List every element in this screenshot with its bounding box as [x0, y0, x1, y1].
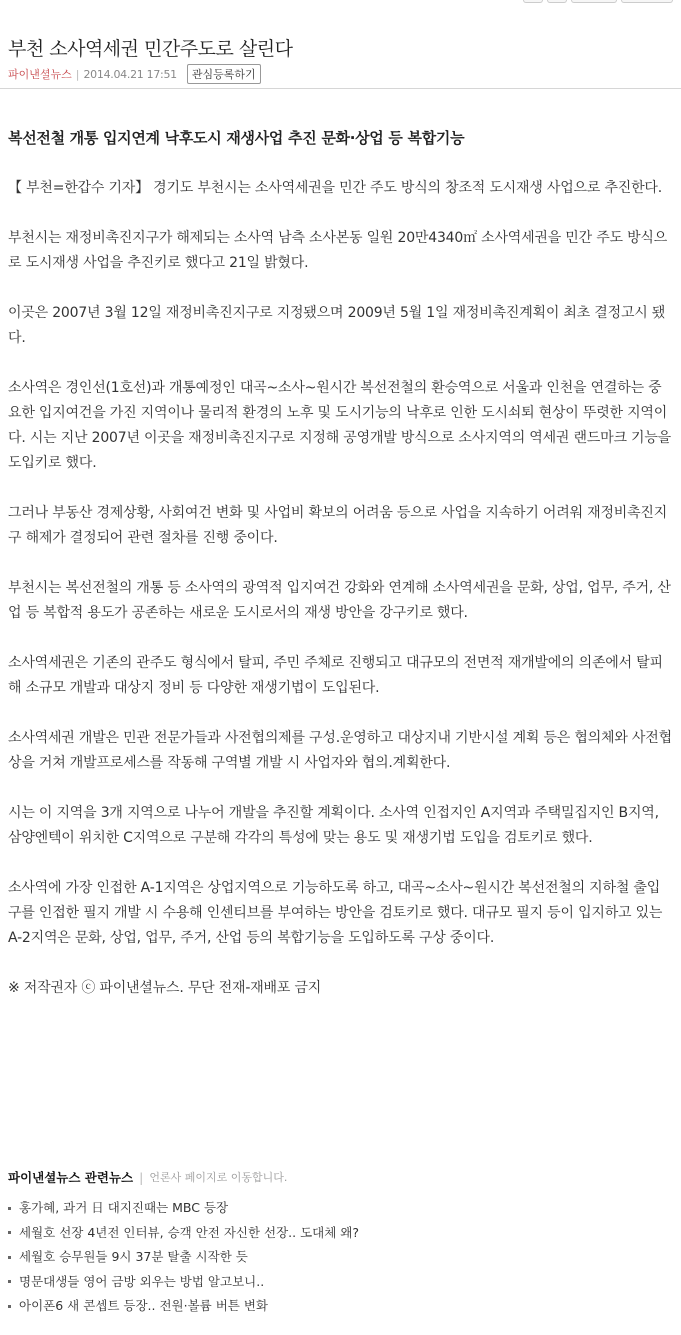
- related-news-item[interactable]: [8, 1221, 359, 1246]
- related-news-link[interactable]: 아이폰6 새 콘셉트 등장.. 전원·볼륨 버튼 변화: [19, 1298, 268, 1313]
- paragraph: 부천시는 복선전철의 개통 등 소사역의 광역적 입지여건 강화와 연계해 소사역세권을 문화, 상업, 업무, 주거, 산업 등 복합적 용도가 공존하는 새로운 도시로서의 재생 방안을 강구키로 했다.: [8, 580, 671, 621]
- paragraph: 소사역세권 개발은 민관 전문가들과 사전협의제를 구성.운영하고 대상지내 기반시설 계획 등은 협의체와 사전협상을 거쳐 개발프로세스를 작동해 구역별 개발 시 사업자와 협의.계획한다.: [8, 730, 672, 771]
- paragraph: 시는 이 지역을 3개 지역으로 나누어 개발을 추진할 계획이다. 소사역 인접지인 A지역과 주택밀집지인 B지역, 삼양엔텍이 위치한 C지역으로 구분해 각각의 특성에 맞는 용도 및 재생기법 도입을 검토키로 했다.: [8, 805, 659, 846]
- related-divider: |: [139, 1169, 144, 1185]
- related-news-item[interactable]: [8, 1294, 359, 1319]
- meta-divider: |: [75, 67, 80, 81]
- top-toolbar: [523, 0, 673, 3]
- paragraph: 부천시는 재정비촉진지구가 해제되는 소사역 남측 소사본동 일원 20만4340㎡ 소사역세권을 민간 주도 방식으로 도시재생 사업을 추진키로 했다고 21일 밝혔다.: [8, 230, 668, 271]
- article-meta: [8, 64, 261, 84]
- paragraph: 그러나 부동산 경제상황, 사회여건 변화 및 사업비 확보의 어려움 등으로 사업을 지속하기 어려워 재정비촉진지구 해제가 결정되어 관련 절차를 진행 중이다.: [8, 505, 668, 546]
- paragraph: 【 부천=한갑수 기자】 경기도 부천시는 소사역세권을 민간 주도 방식의 창조적 도시재생 사업으로 추진한다.: [8, 180, 662, 196]
- paragraph: 이곳은 2007년 3월 12일 재정비촉진지구로 지정됐으며 2009년 5월 1일 재정비촉진계획이 최초 결정고시 됐다.: [8, 305, 666, 346]
- related-news-item[interactable]: [8, 1270, 359, 1295]
- paragraph: 소사역은 경인선(1호선)과 개통예정인 대곡~소사~원시간 복선전철의 환승역으로 서울과 인천을 연결하는 중요한 입지여건을 가진 지역이나 물리적 환경의 노후 및 도시기능의 낙후로 인한 도시쇠퇴 현상이 뚜렷한 지역이다. 시는 지난 2007년 이곳을 재정비촉진지구로 지정해 공영개발 방식으로 소사지역의 역세권 랜드마크 기능을 도입키로 했다.: [8, 380, 672, 471]
- related-news-item[interactable]: [8, 1196, 359, 1221]
- related-news-header: [8, 1168, 287, 1186]
- related-news-list: [8, 1196, 359, 1319]
- related-news-link[interactable]: 세월호 승무원들 9시 37분 탈출 시작한 듯: [19, 1249, 248, 1264]
- toolbar-button[interactable]: [621, 0, 673, 3]
- toolbar-button[interactable]: [571, 0, 617, 3]
- toolbar-button[interactable]: [547, 0, 567, 3]
- related-news-note: 언론사 페이지로 이동합니다.: [149, 1171, 288, 1184]
- paragraph: 소사역에 가장 인접한 A-1지역은 상업지역으로 기능하도록 하고, 대곡~소사~원시간 복선전철의 지하철 출입구를 인접한 필지 개발 시 수용해 인센티브를 부여하는 방안을 검토키로 했다. 대규모 필지 등이 입지하고 있는 A-2지역은 문화, 상업, 업무, 주거, 산업 등의 복합기능을 도입하도록 구상 중이다.: [8, 880, 663, 946]
- toolbar-button[interactable]: [523, 0, 543, 3]
- bullet-icon: [8, 1231, 11, 1234]
- related-news-link[interactable]: 홍가혜, 과거 日 대지진때는 MBC 등장: [19, 1200, 229, 1215]
- subscribe-button[interactable]: 관심등록하기: [187, 64, 261, 84]
- article-date: 2014.04.21 17:51: [83, 67, 177, 81]
- bullet-icon: [8, 1305, 11, 1308]
- bullet-icon: [8, 1207, 11, 1210]
- article-subtitle: 복선전철 개통 입지연계 낙후도시 재생사업 추진 문화·상업 등 복합기능: [8, 129, 465, 147]
- bullet-icon: [8, 1280, 11, 1283]
- bullet-icon: [8, 1256, 11, 1259]
- related-news-link[interactable]: 세월호 선장 4년전 인터뷰, 승객 안전 자신한 선장.. 도대체 왜?: [19, 1224, 359, 1240]
- source-link[interactable]: 파이낸셜뉴스: [8, 68, 72, 81]
- article-title: 부천 소사역세권 민간주도로 살린다: [8, 38, 293, 60]
- copyright-notice: ※ 저작권자 ⓒ 파이낸셜뉴스. 무단 전재-재배포 금지: [8, 980, 322, 996]
- related-news-link[interactable]: 명문대생들 영어 금방 외우는 방법 알고보니..: [19, 1273, 265, 1289]
- article-body: [8, 176, 672, 1026]
- header-divider: [0, 88, 681, 89]
- paragraph: 소사역세권은 기존의 관주도 형식에서 탈피, 주민 주체로 진행되고 대규모의 전면적 재개발에의 의존에서 탈피해 소규모 개발과 대상지 정비 등 다양한 재생기법이 도입된다.: [8, 655, 663, 696]
- related-news-title: 파이낸셜뉴스 관련뉴스: [8, 1170, 134, 1185]
- related-news-item[interactable]: [8, 1245, 359, 1270]
